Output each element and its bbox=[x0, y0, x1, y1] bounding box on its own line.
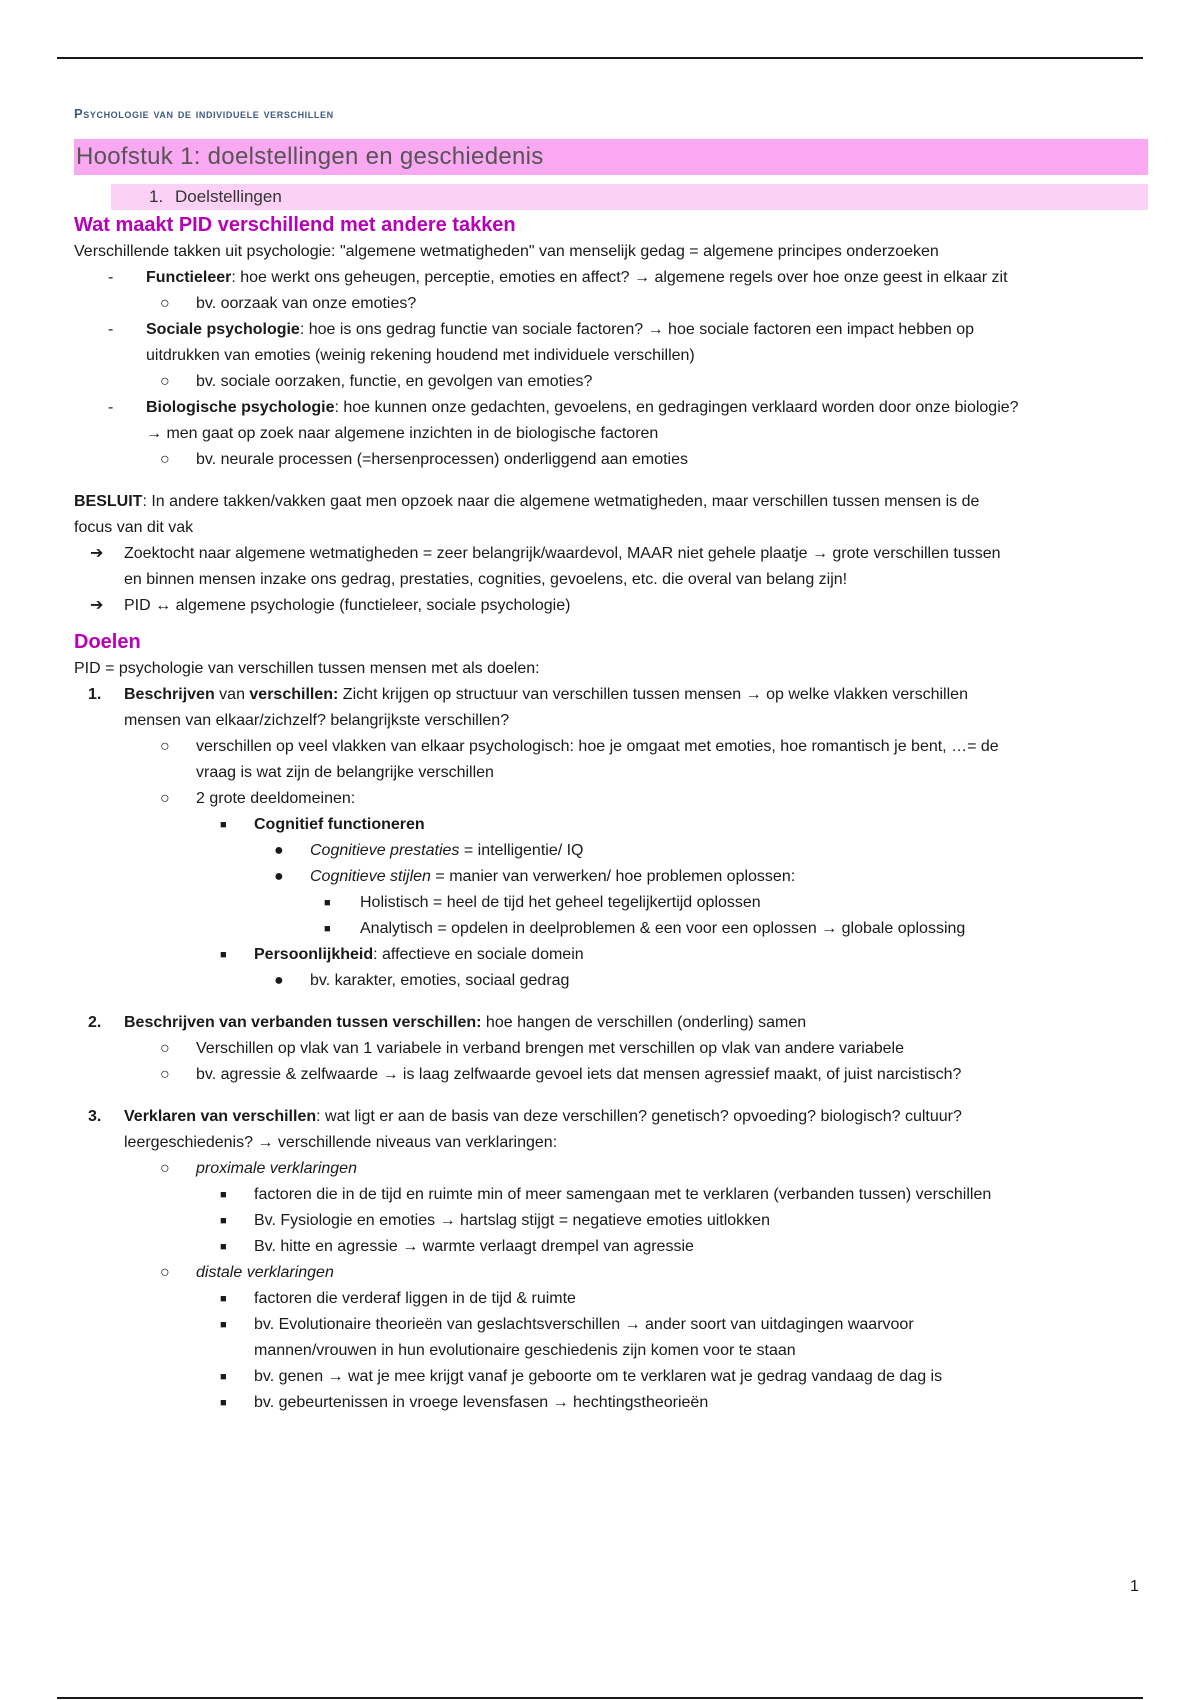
term: Functieleer bbox=[146, 269, 232, 286]
list-item-continued: → men gaat op zoek naar algemene inzichten in de biologische factoren bbox=[146, 425, 659, 442]
level3-item bbox=[74, 1182, 1148, 1208]
item-text: : hoe is ons gedrag functie van sociale factoren? → hoe sociale factoren een impact hebben op bbox=[299, 321, 975, 338]
arrow-item bbox=[74, 593, 1148, 619]
goal-number: 1. bbox=[88, 686, 102, 703]
square-bullet: ■ bbox=[220, 1215, 227, 1227]
term: Persoonlijkheid bbox=[254, 946, 374, 963]
item-text: bv. gebeurtenissen in vroege levensfasen → hechtingstheorieën bbox=[254, 1394, 709, 1411]
subitem-text: verschillen op veel vlakken van elkaar psychologisch: hoe je omgaat met emoties, hoe romantisch je bent, …= de bbox=[196, 738, 999, 755]
item-text: factoren die in de tijd en ruimte min of meer samengaan met te verklaren (verbanden tussen) verschillen bbox=[254, 1186, 992, 1203]
level3-item bbox=[74, 942, 1148, 968]
subheading-pid-differences: Wat maakt PID verschillend met andere takken bbox=[74, 214, 516, 236]
item-text: Holistisch = heel de tijd het geheel tegelijkertijd oplossen bbox=[360, 894, 761, 911]
item-text: = intelligentie/ IQ bbox=[459, 842, 584, 859]
dot-bullet: ● bbox=[274, 972, 284, 989]
square-bullet: ■ bbox=[220, 1371, 227, 1383]
square-bullet: ■ bbox=[220, 819, 227, 831]
circle-bullet: ○ bbox=[160, 1040, 170, 1057]
dash-bullet: - bbox=[108, 321, 114, 338]
top-rule bbox=[57, 57, 1143, 59]
level5-item bbox=[74, 890, 1148, 916]
square-bullet: ■ bbox=[220, 949, 227, 961]
dash-bullet: - bbox=[108, 269, 114, 286]
goal-item-continued: leergeschiedenis? → verschillende niveaus van verklaringen: bbox=[124, 1134, 558, 1151]
goal-item-continued: mensen van elkaar/zichzelf? belangrijkste verschillen? bbox=[124, 712, 510, 729]
list-subitem bbox=[74, 447, 1148, 473]
list-item bbox=[74, 265, 1148, 291]
conclusion-label: BESLUIT bbox=[74, 493, 143, 510]
subitem-text: Verschillen op vlak van 1 variabele in verband brengen met verschillen op vlak van andere variabele bbox=[196, 1040, 904, 1057]
square-bullet: ■ bbox=[324, 923, 331, 935]
level5-item bbox=[74, 916, 1148, 942]
dash-bullet: - bbox=[108, 399, 114, 416]
goals-intro: PID = psychologie van verschillen tussen mensen met als doelen: bbox=[74, 660, 540, 677]
italic-term: distale verklaringen bbox=[196, 1264, 334, 1281]
term: Beschrijven bbox=[124, 686, 215, 703]
circle-bullet: ○ bbox=[160, 738, 170, 755]
document-page bbox=[74, 100, 1148, 1416]
term: Beschrijven van verbanden tussen verschillen: bbox=[124, 1014, 482, 1031]
conclusion-continued: focus van dit vak bbox=[74, 519, 194, 536]
goal-item bbox=[74, 682, 1148, 708]
subitem-text: bv. neurale processen (=hersenprocessen) onderliggend aan emoties bbox=[196, 451, 689, 468]
square-bullet: ■ bbox=[220, 1189, 227, 1201]
level4-item bbox=[74, 968, 1148, 994]
italic-term: Cognitieve prestaties bbox=[310, 842, 460, 859]
list-subitem bbox=[74, 369, 1148, 395]
item-text: bv. genen → wat je mee krijgt vanaf je geboorte om te verklaren wat je gedrag vandaag de dag is bbox=[254, 1368, 943, 1385]
level3-item bbox=[74, 1364, 1148, 1390]
subitem-text: 2 grote deeldomeinen: bbox=[196, 790, 356, 807]
term: verschillen: bbox=[249, 686, 339, 703]
circle-bullet: ○ bbox=[160, 790, 170, 807]
item-text: Zicht krijgen op structuur van verschillen tussen mensen → op welke vlakken verschillen bbox=[338, 686, 968, 703]
goal-number: 2. bbox=[88, 1014, 102, 1031]
item-text: factoren die verderaf liggen in de tijd & ruimte bbox=[254, 1290, 576, 1307]
square-bullet: ■ bbox=[220, 1397, 227, 1409]
section-number: 1. bbox=[149, 187, 164, 206]
list-item bbox=[74, 395, 1148, 421]
subitem-text: bv. sociale oorzaken, functie, en gevolgen van emoties? bbox=[196, 373, 593, 390]
section-title: Doelstellingen bbox=[175, 187, 282, 206]
level3-item bbox=[74, 1208, 1148, 1234]
dot-bullet: ● bbox=[274, 868, 284, 885]
goal-item bbox=[74, 1104, 1148, 1130]
list-item bbox=[74, 317, 1148, 343]
square-bullet: ■ bbox=[220, 1319, 227, 1331]
arrow-bullet-icon: ➔ bbox=[90, 545, 104, 562]
arrow-item bbox=[74, 541, 1148, 567]
italic-term: proximale verklaringen bbox=[196, 1160, 357, 1177]
arrow-item-text: PID ↔ algemene psychologie (functieleer, sociale psychologie) bbox=[124, 597, 571, 614]
document-header: Psychologie van de individuele verschillen bbox=[74, 106, 334, 121]
bottom-rule bbox=[57, 1697, 1143, 1699]
circle-bullet: ○ bbox=[160, 1160, 170, 1177]
item-text: = manier van verwerken/ hoe problemen oplossen: bbox=[430, 868, 796, 885]
circle-bullet: ○ bbox=[160, 451, 170, 468]
item-text: : hoe kunnen onze gedachten, gevoelens, en gedragingen verklaard worden door onze biologie? bbox=[334, 399, 1019, 416]
list-subitem bbox=[74, 1036, 1148, 1062]
item-text: Analytisch = opdelen in deelproblemen & een voor een oplossen → globale oplossing bbox=[360, 920, 966, 937]
italic-term: Cognitieve stijlen bbox=[310, 868, 431, 885]
list-subitem bbox=[74, 734, 1148, 760]
square-bullet: ■ bbox=[324, 897, 331, 909]
subitem-text: bv. oorzaak van onze emoties? bbox=[196, 295, 417, 312]
item-text: hoe hangen de verschillen (onderling) samen bbox=[481, 1014, 807, 1031]
circle-bullet: ○ bbox=[160, 373, 170, 390]
intro-text: Verschillende takken uit psychologie: "algemene wetmatigheden" van menselijk gedag = algemene principes onderzoeken bbox=[74, 243, 939, 260]
circle-bullet: ○ bbox=[160, 1066, 170, 1083]
item-text: : wat ligt er aan de basis van deze verschillen? genetisch? opvoeding? biologisch? cultuur? bbox=[316, 1108, 962, 1125]
arrow-item-continued: en binnen mensen inzake ons gedrag, prestaties, cognities, gevoelens, etc. die overal van belang zijn! bbox=[124, 571, 848, 588]
subitem-text: bv. agressie & zelfwaarde → is laag zelfwaarde gevoel iets dat mensen agressief maakt, of juist narcistisch? bbox=[196, 1066, 962, 1083]
item-text: : hoe werkt ons geheugen, perceptie, emoties en affect? → algemene regels over hoe onze geest in elkaar zit bbox=[231, 269, 1008, 286]
circle-bullet: ○ bbox=[160, 1264, 170, 1281]
item-text: : affectieve en sociale domein bbox=[373, 946, 584, 963]
conclusion-text: : In andere takken/vakken gaat men opzoek naar die algemene wetmatigheden, maar verschillen tussen mensen is de bbox=[142, 493, 980, 510]
page-number: 1 bbox=[1130, 1578, 1139, 1595]
goal-number: 3. bbox=[88, 1108, 102, 1125]
level3-item bbox=[74, 812, 1148, 838]
level3-item bbox=[74, 1312, 1148, 1338]
item-text: bv. karakter, emoties, sociaal gedrag bbox=[310, 972, 570, 989]
level3-item-continued: mannen/vrouwen in hun evolutionaire geschiedenis zijn komen voor te staan bbox=[254, 1342, 796, 1359]
list-subitem bbox=[74, 1062, 1148, 1088]
level3-item bbox=[74, 1286, 1148, 1312]
list-subitem bbox=[74, 1156, 1148, 1182]
arrow-item-text: Zoektocht naar algemene wetmatigheden = zeer belangrijk/waardevol, MAAR niet gehele plaatje → grote verschillen tussen bbox=[124, 545, 1001, 562]
level3-item bbox=[74, 1390, 1148, 1416]
level3-item bbox=[74, 1234, 1148, 1260]
arrow-bullet-icon: ➔ bbox=[90, 597, 104, 614]
dot-bullet: ● bbox=[274, 842, 284, 859]
section-heading bbox=[111, 184, 1148, 210]
subheading-goals: Doelen bbox=[74, 631, 141, 653]
level4-item bbox=[74, 838, 1148, 864]
item-text: Bv. Fysiologie en emoties → hartslag stijgt = negatieve emoties uitlokken bbox=[254, 1212, 770, 1229]
list-subitem bbox=[74, 786, 1148, 812]
level4-item bbox=[74, 864, 1148, 890]
item-text: van bbox=[214, 686, 250, 703]
chapter-heading: Hoofstuk 1: doelstellingen en geschiedenis bbox=[74, 139, 1148, 175]
list-subitem bbox=[74, 291, 1148, 317]
term: Sociale psychologie bbox=[146, 321, 300, 338]
square-bullet: ■ bbox=[220, 1241, 227, 1253]
circle-bullet: ○ bbox=[160, 295, 170, 312]
list-subitem-continued: vraag is wat zijn de belangrijke verschillen bbox=[196, 764, 494, 781]
item-text: bv. Evolutionaire theorieën van geslachtsverschillen → ander soort van uitdagingen waarvoor bbox=[254, 1316, 914, 1333]
square-bullet: ■ bbox=[220, 1293, 227, 1305]
term: Verklaren van verschillen bbox=[124, 1108, 317, 1125]
goal-item bbox=[74, 1010, 1148, 1036]
list-subitem bbox=[74, 1260, 1148, 1286]
term: Cognitief functioneren bbox=[254, 816, 425, 833]
term: Biologische psychologie bbox=[146, 399, 335, 416]
list-item-continued: uitdrukken van emoties (weinig rekening houdend met individuele verschillen) bbox=[146, 347, 695, 364]
conclusion bbox=[74, 489, 1148, 515]
item-text: Bv. hitte en agressie → warmte verlaagt drempel van agressie bbox=[254, 1238, 694, 1255]
